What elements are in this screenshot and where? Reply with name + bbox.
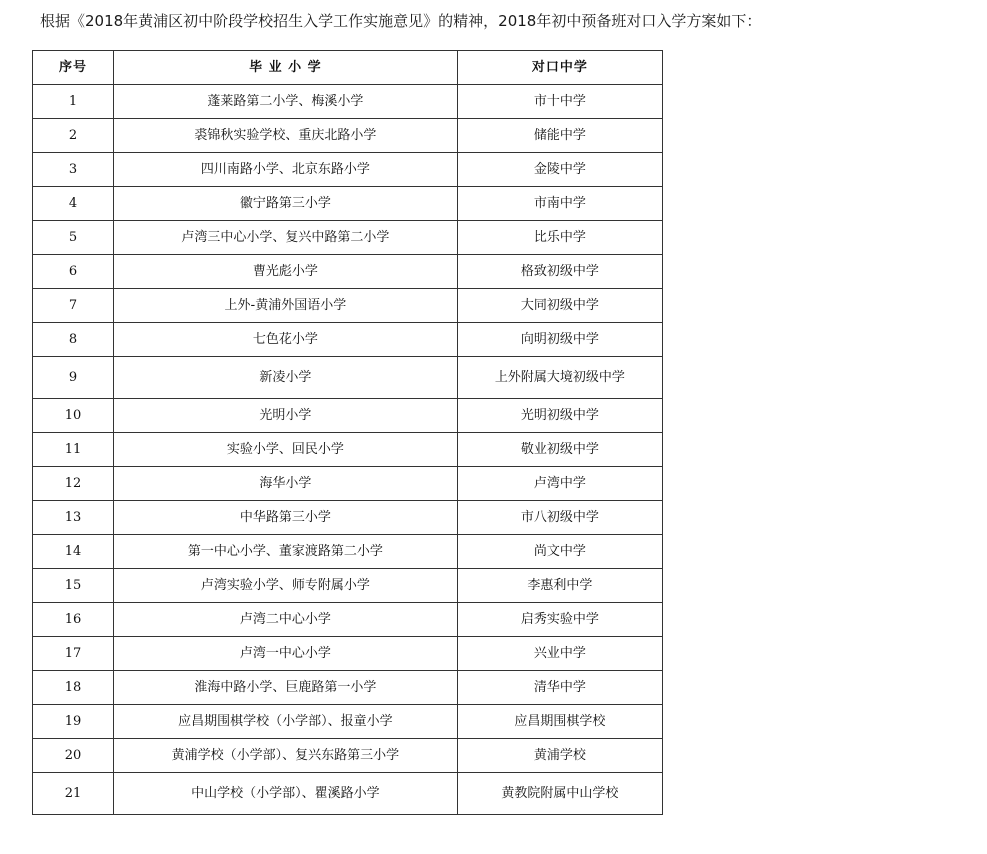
row-middle-school: 比乐中学 (457, 221, 662, 255)
row-middle-school: 市十中学 (457, 85, 662, 119)
row-primary-school: 黄浦学校（小学部）、复兴东路第三小学 (114, 739, 458, 773)
row-index: 14 (33, 535, 114, 569)
row-middle-school: 尚文中学 (457, 535, 662, 569)
row-index: 3 (33, 153, 114, 187)
row-middle-school: 储能中学 (457, 119, 662, 153)
row-middle-school: 光明初级中学 (457, 399, 662, 433)
row-primary-school: 光明小学 (114, 399, 458, 433)
row-middle-school: 应昌期围棋学校 (457, 705, 662, 739)
row-middle-school: 市南中学 (457, 187, 662, 221)
header-middle-school: 对口中学 (457, 51, 662, 85)
row-primary-school: 上外-黄浦外国语小学 (114, 289, 458, 323)
row-primary-school: 卢湾一中心小学 (114, 637, 458, 671)
row-index: 5 (33, 221, 114, 255)
row-primary-school: 中山学校（小学部）、瞿溪路小学 (114, 773, 458, 815)
table-header-row (33, 51, 663, 85)
row-primary-school: 七色花小学 (114, 323, 458, 357)
table-row (33, 433, 663, 467)
row-primary-school: 卢湾实验小学、师专附属小学 (114, 569, 458, 603)
row-middle-school: 敬业初级中学 (457, 433, 662, 467)
table-row (33, 289, 663, 323)
table-row (33, 323, 663, 357)
table-row (33, 705, 663, 739)
row-middle-school: 启秀实验中学 (457, 603, 662, 637)
row-primary-school: 海华小学 (114, 467, 458, 501)
table-row (33, 399, 663, 433)
row-index: 10 (33, 399, 114, 433)
row-index: 7 (33, 289, 114, 323)
table-row (33, 357, 663, 399)
row-index: 12 (33, 467, 114, 501)
row-middle-school: 上外附属大境初级中学 (457, 357, 662, 399)
row-index: 6 (33, 255, 114, 289)
row-index: 1 (33, 85, 114, 119)
row-middle-school: 向明初级中学 (457, 323, 662, 357)
row-index: 18 (33, 671, 114, 705)
row-primary-school: 四川南路小学、北京东路小学 (114, 153, 458, 187)
row-middle-school: 大同初级中学 (457, 289, 662, 323)
table-row (33, 637, 663, 671)
row-primary-school: 实验小学、回民小学 (114, 433, 458, 467)
table-row (33, 119, 663, 153)
row-index: 2 (33, 119, 114, 153)
table-row (33, 773, 663, 815)
row-primary-school: 淮海中路小学、巨鹿路第一小学 (114, 671, 458, 705)
table-row (33, 569, 663, 603)
row-primary-school: 曹光彪小学 (114, 255, 458, 289)
row-index: 13 (33, 501, 114, 535)
row-primary-school: 蓬莱路第二小学、梅溪小学 (114, 85, 458, 119)
table-row (33, 603, 663, 637)
table-row (33, 467, 663, 501)
row-middle-school: 卢湾中学 (457, 467, 662, 501)
enrollment-table (32, 50, 663, 815)
table-row (33, 187, 663, 221)
row-primary-school: 新凌小学 (114, 357, 458, 399)
table-row (33, 739, 663, 773)
row-index: 4 (33, 187, 114, 221)
row-index: 15 (33, 569, 114, 603)
row-index: 11 (33, 433, 114, 467)
table-row (33, 153, 663, 187)
row-middle-school: 黄教院附属中山学校 (457, 773, 662, 815)
row-index: 17 (33, 637, 114, 671)
row-primary-school: 应昌期围棋学校（小学部）、报童小学 (114, 705, 458, 739)
row-middle-school: 格致初级中学 (457, 255, 662, 289)
row-primary-school: 第一中心小学、董家渡路第二小学 (114, 535, 458, 569)
row-index: 19 (33, 705, 114, 739)
table-row (33, 255, 663, 289)
header-primary-school: 毕 业 小 学 (114, 51, 458, 85)
row-primary-school: 徽宁路第三小学 (114, 187, 458, 221)
table-row (33, 501, 663, 535)
row-index: 8 (33, 323, 114, 357)
row-primary-school: 裘锦秋实验学校、重庆北路小学 (114, 119, 458, 153)
row-middle-school: 兴业中学 (457, 637, 662, 671)
table-row (33, 221, 663, 255)
row-index: 16 (33, 603, 114, 637)
row-middle-school: 金陵中学 (457, 153, 662, 187)
row-index: 21 (33, 773, 114, 815)
header-index: 序号 (33, 51, 114, 85)
table-row (33, 671, 663, 705)
row-middle-school: 李惠利中学 (457, 569, 662, 603)
table-row (33, 85, 663, 119)
row-primary-school: 中华路第三小学 (114, 501, 458, 535)
row-index: 9 (33, 357, 114, 399)
row-primary-school: 卢湾三中心小学、复兴中路第二小学 (114, 221, 458, 255)
intro-paragraph: 根据《2018年黄浦区初中阶段学校招生入学工作实施意见》的精神，2018年初中预备班对口入学方案如下： (40, 12, 762, 30)
row-middle-school: 清华中学 (457, 671, 662, 705)
table-body (33, 85, 663, 815)
table-row (33, 535, 663, 569)
row-middle-school: 市八初级中学 (457, 501, 662, 535)
row-index: 20 (33, 739, 114, 773)
row-middle-school: 黄浦学校 (457, 739, 662, 773)
row-primary-school: 卢湾二中心小学 (114, 603, 458, 637)
